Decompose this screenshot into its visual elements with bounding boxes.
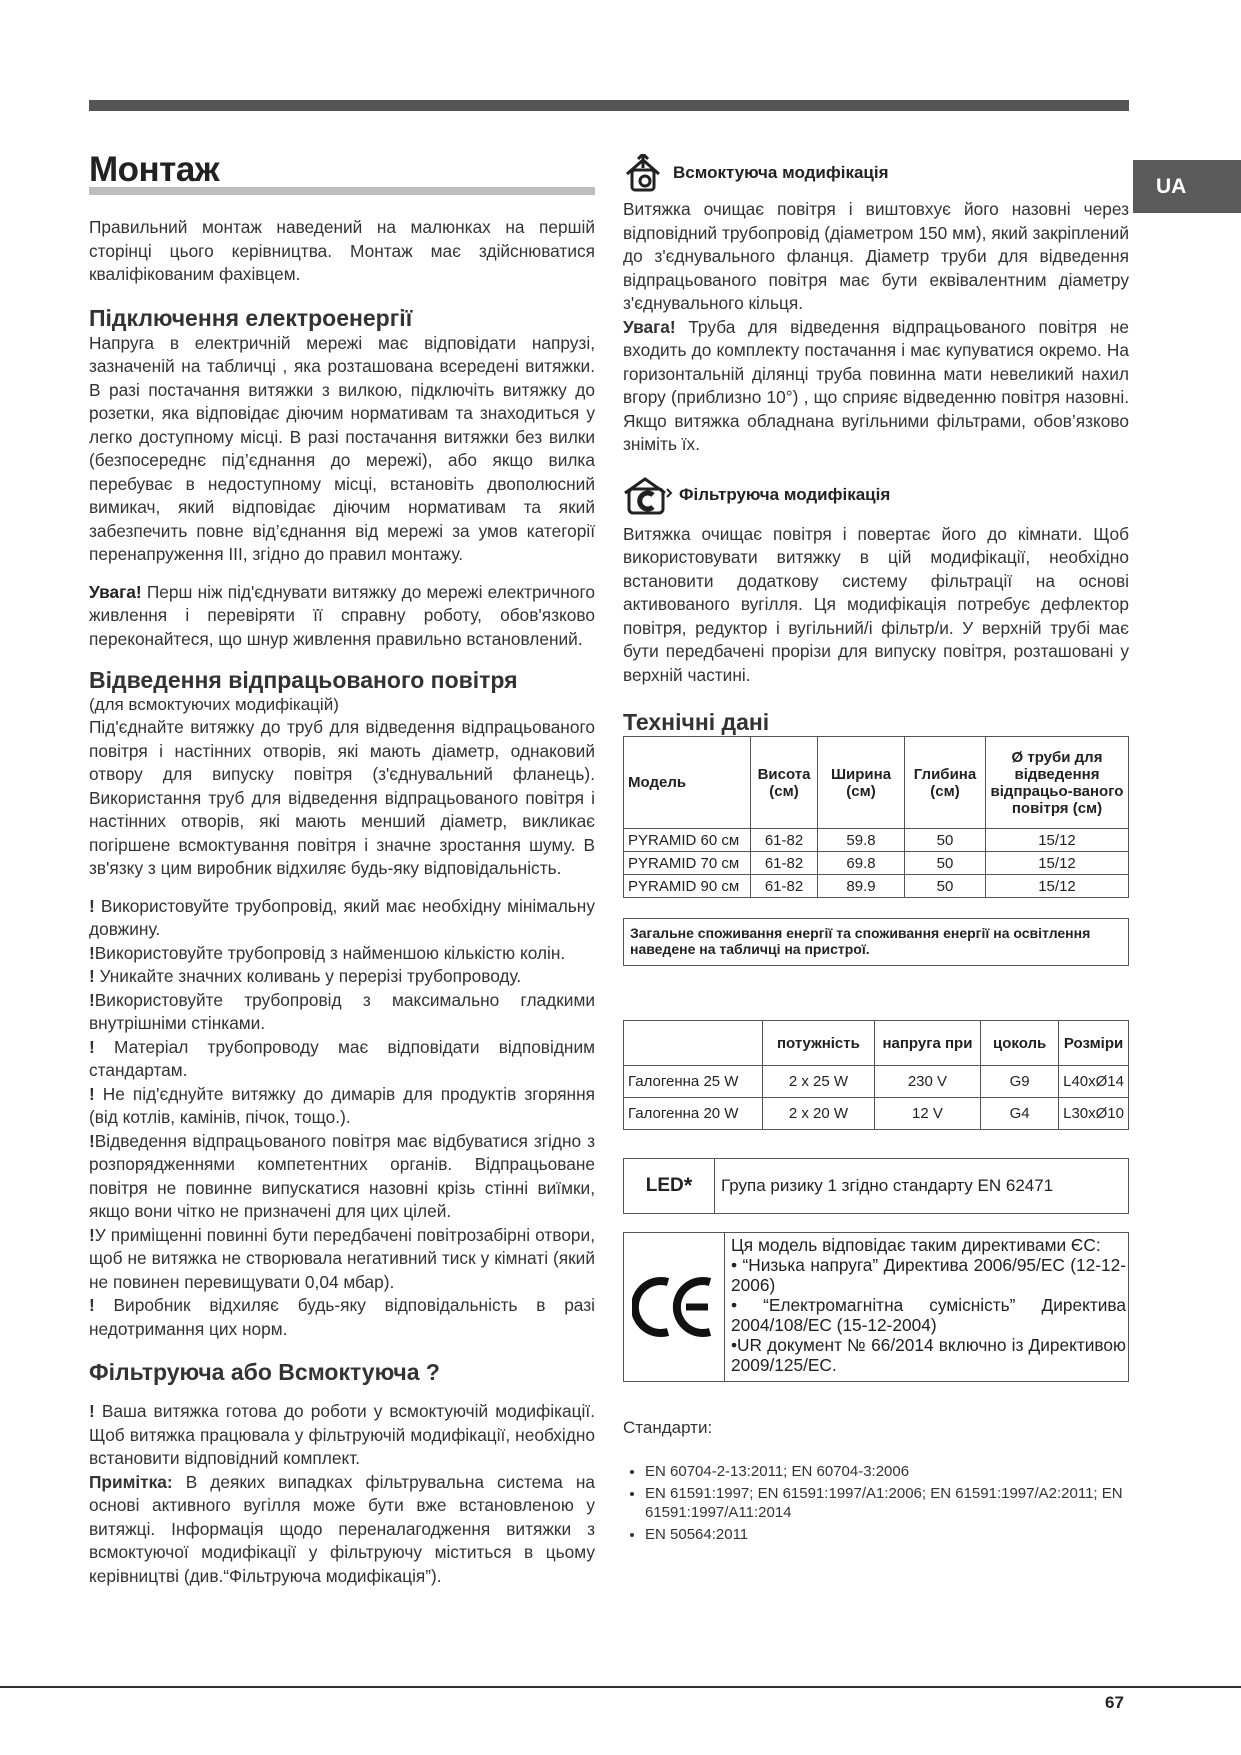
rule-item: !Використовуйте трубопровід з максимально гладкими внутрішніми стінками. — [89, 989, 595, 1033]
exhaust-sub: (для всмоктуючих модифікацій) — [89, 695, 339, 714]
lamp-table — [623, 1020, 1129, 1130]
table-row: PYRAMID 90 см 61-82 89.9 50 15/12 — [624, 875, 1129, 898]
choice-text: ! Ваша витяжка готова до роботи у всмоктуючій модифікації. Щоб витяжка працювала у фільтруючій модифікації, необхідно встановити відповідний комплект. Примітка: В деяких випадках фільтрувальна система на основі активного вугілля може бути вже встановленою у витяжці. Інформація щодо переналагодження витяжки з всмоктуючої модифікації у фільтруючу міститься в цьому керівництві (див.“Фільтруюча модифікація”). — [89, 1401, 595, 1586]
power-text: Напруга в електричній мережі має відповідати напрузі, зазначеній на табличці , яка розташована всередені витяжки. В разі постачання витяжки з вилкою, підключіть витяжку до розетки, яка відповідає діючим нормативам та знаходиться у легко доступному місці. В разі постачання витяжки без вилки (безпосереднє під’єднання до мережі), або якщо вилка перебуває в недоступному місці, встановіть двополюсний вимикач, який відповідає діючим нормативам та який забезпечить повне від’єднання від мережі за умов категорії перенапруження III, згідно до правил монтажу. — [89, 332, 595, 564]
standards-heading: Стандарти: — [623, 1418, 713, 1437]
rule-item: ! Виробник відхиляє будь-яку відповідальність в разі недотримання цих норм. — [89, 1295, 595, 1339]
table-row: Галогенна 25 W 2 x 25 W 230 V G9 L40xØ14 — [624, 1066, 1129, 1098]
suction-mode-icon — [623, 154, 667, 192]
table-row: PYRAMID 60 см 61-82 59.8 50 15/12 — [624, 829, 1129, 852]
standards-list — [623, 1462, 1129, 1544]
page-number: 67 — [1105, 1693, 1124, 1712]
ce-mark-icon — [632, 1276, 716, 1338]
table-header-row: Модель Висота (см) Ширина (см) Глибина (см) Ø труби для відведення відпрацьо-ваного повітря (см) — [624, 737, 1129, 829]
filter-text: Витяжка очищає повітря і повертає його до кімнати. Щоб використовувати витяжку в цій модифікації, необхідно встановити додаткову систему фільтрації на основі активованого вугілля. Ця модифікація потребує дефлектор повітря, редуктор і вугільний/і фільтр/и. У верхній трубі має бути передбачені прорізи для випуску повітря, розташовані у верхній частині. — [623, 523, 1129, 685]
title-block — [89, 150, 595, 194]
list-item: • EN 61591:1997; EN 61591:1997/A1:2006; EN 61591:1997/A2:2011; EN 61591:1997/A11:2014 — [645, 1484, 1129, 1522]
rule-item: !Відведення відпрацьованого повітря має відбуватися згідно з розпорядженнями компетентних органів. Відпрацьоване повітря не повинне випускатися назовні крізь стінні виїмки, якщо вони чітко не призначені для цих цілей. — [89, 1130, 595, 1221]
filter-heading: Фільтруюча модифікація — [623, 475, 1129, 515]
bottom-divider — [0, 1686, 1241, 1688]
power-heading: Підключення електроенергії — [89, 304, 413, 331]
exhaust-heading: Відведення відпрацьованого повітря — [89, 667, 518, 693]
ce-declaration — [623, 1232, 1129, 1382]
exhaust-text: Під'єднайте витяжку до труб для відведення відпрацьованого повітря і настінних отворів, які мають діаметр, однаковий отвору для випуску повітря (з'єднувальний фланець). Використання труб для відведення відпрацьованого повітря і настінних отворів, які мають менший діаметр, викликає погіршене всмоктування повітря і значне зростання шуму. В зв'язку з цим виробник відхиляє будь-яку відповідальність. — [89, 717, 595, 878]
tech-table — [623, 736, 1129, 898]
right-column — [623, 150, 1129, 1547]
led-info — [623, 1158, 1129, 1214]
table-row: Галогенна 20 W 2 x 20 W 12 V G4 L30xØ10 — [624, 1098, 1129, 1130]
rule-item: ! Використовуйте трубопровід, який має необхідну мінімальну довжину. — [89, 895, 595, 939]
suction-text: Витяжка очищає повітря і виштовхує його назовні через відповідний трубопровід (діаметром 150 мм), який закріплений до з'єднувального фланця. Діаметр труби для відведення відпрацьованого повітря має бути еквівалентним діаметру з'єднувального кільця. — [623, 199, 1129, 313]
table-row: PYRAMID 70 см 61-82 69.8 50 15/12 — [624, 852, 1129, 875]
filter-mode-icon — [623, 475, 673, 515]
note-label: Примітка: — [89, 1471, 173, 1492]
language-tab: UA — [1133, 160, 1241, 213]
rule-item: ! Матеріал трубопроводу має відповідати відповідним стандартам. — [89, 1036, 595, 1080]
table-header-row: потужність напруга при цоколь Розміри — [624, 1021, 1129, 1066]
rule-item: !У приміщенні повинні бути передбачені повітрозабірні отвори, щоб не витяжка не створювала негативний тиск у кімнаті (який не повинен перевищувати 0,04 мбар). — [89, 1224, 595, 1292]
energy-note: Загальне споживання енергії та споживання енергії на освітлення наведене на табличці на пристрої. — [623, 918, 1129, 966]
exhaust-rules — [89, 895, 595, 1342]
ce-mark — [624, 1233, 725, 1381]
choice-heading: Фільтруюча або Всмоктуюча ? — [89, 1359, 440, 1385]
warning-label: Увага! — [89, 581, 142, 602]
suction-warning: Увага! Труба для відведення відпрацьованого повітря не входить до комплекту постачання і має купуватися окремо. На горизонтальній ділянці труба повинна мати невеликий нахил вгору (приблизно 10°) , що сприяє відведенню повітря назовні. Якщо витяжка обладнана вугільними фільтрами, обов’язково зніміть їх. — [623, 316, 1129, 454]
tech-heading: Технічні дані — [623, 709, 770, 735]
power-warning — [89, 581, 595, 652]
warning-text: Перш ніж під'єднувати витяжку до мережі електричного живлення і перевіряти її справну роботу, обов'язково переконайтеся, що шнур живлення правильно встановлений. — [89, 581, 595, 649]
top-divider — [89, 100, 1129, 111]
rule-item: ! Не під'єднуйте витяжку до димарів для продуктів згоряння (від котлів, камінів, пічок, тощо.). — [89, 1083, 595, 1127]
intro-text: Правильний монтаж наведений на малюнках на першій сторінці цього керівництва. Монтаж має здійснюватися кваліфікованим фахівцем. — [89, 217, 595, 284]
ce-text: Ця модель відповідає таким директивами ЄС: • “Низька напруга” Директива 2006/95/EC (12-12-2006) • “Електромагнітна сумісність” Директива 2004/108/EC (15-12-2004) •UR документ № 66/2014 включно із Директивою 2009/125/EC. — [731, 1235, 1126, 1375]
left-column — [89, 150, 595, 1588]
warning-label: Увага! — [623, 316, 676, 337]
rule-item: !Використовуйте трубопровід з найменшою кількістю колін. — [89, 942, 566, 963]
list-item: • EN 50564:2011 — [645, 1525, 1129, 1544]
page-title: Монтаж — [89, 150, 220, 189]
led-text: Група ризику 1 згідно стандарту EN 62471 — [721, 1176, 1054, 1195]
led-label: LED * — [624, 1159, 715, 1213]
rule-item: ! Уникайте значних коливань у перерізі трубопроводу. — [89, 966, 522, 986]
list-item: • EN 60704-2-13:2011; EN 60704-3:2006 — [645, 1462, 1129, 1481]
suction-heading: Всмоктуюча модифікація — [623, 154, 1129, 192]
